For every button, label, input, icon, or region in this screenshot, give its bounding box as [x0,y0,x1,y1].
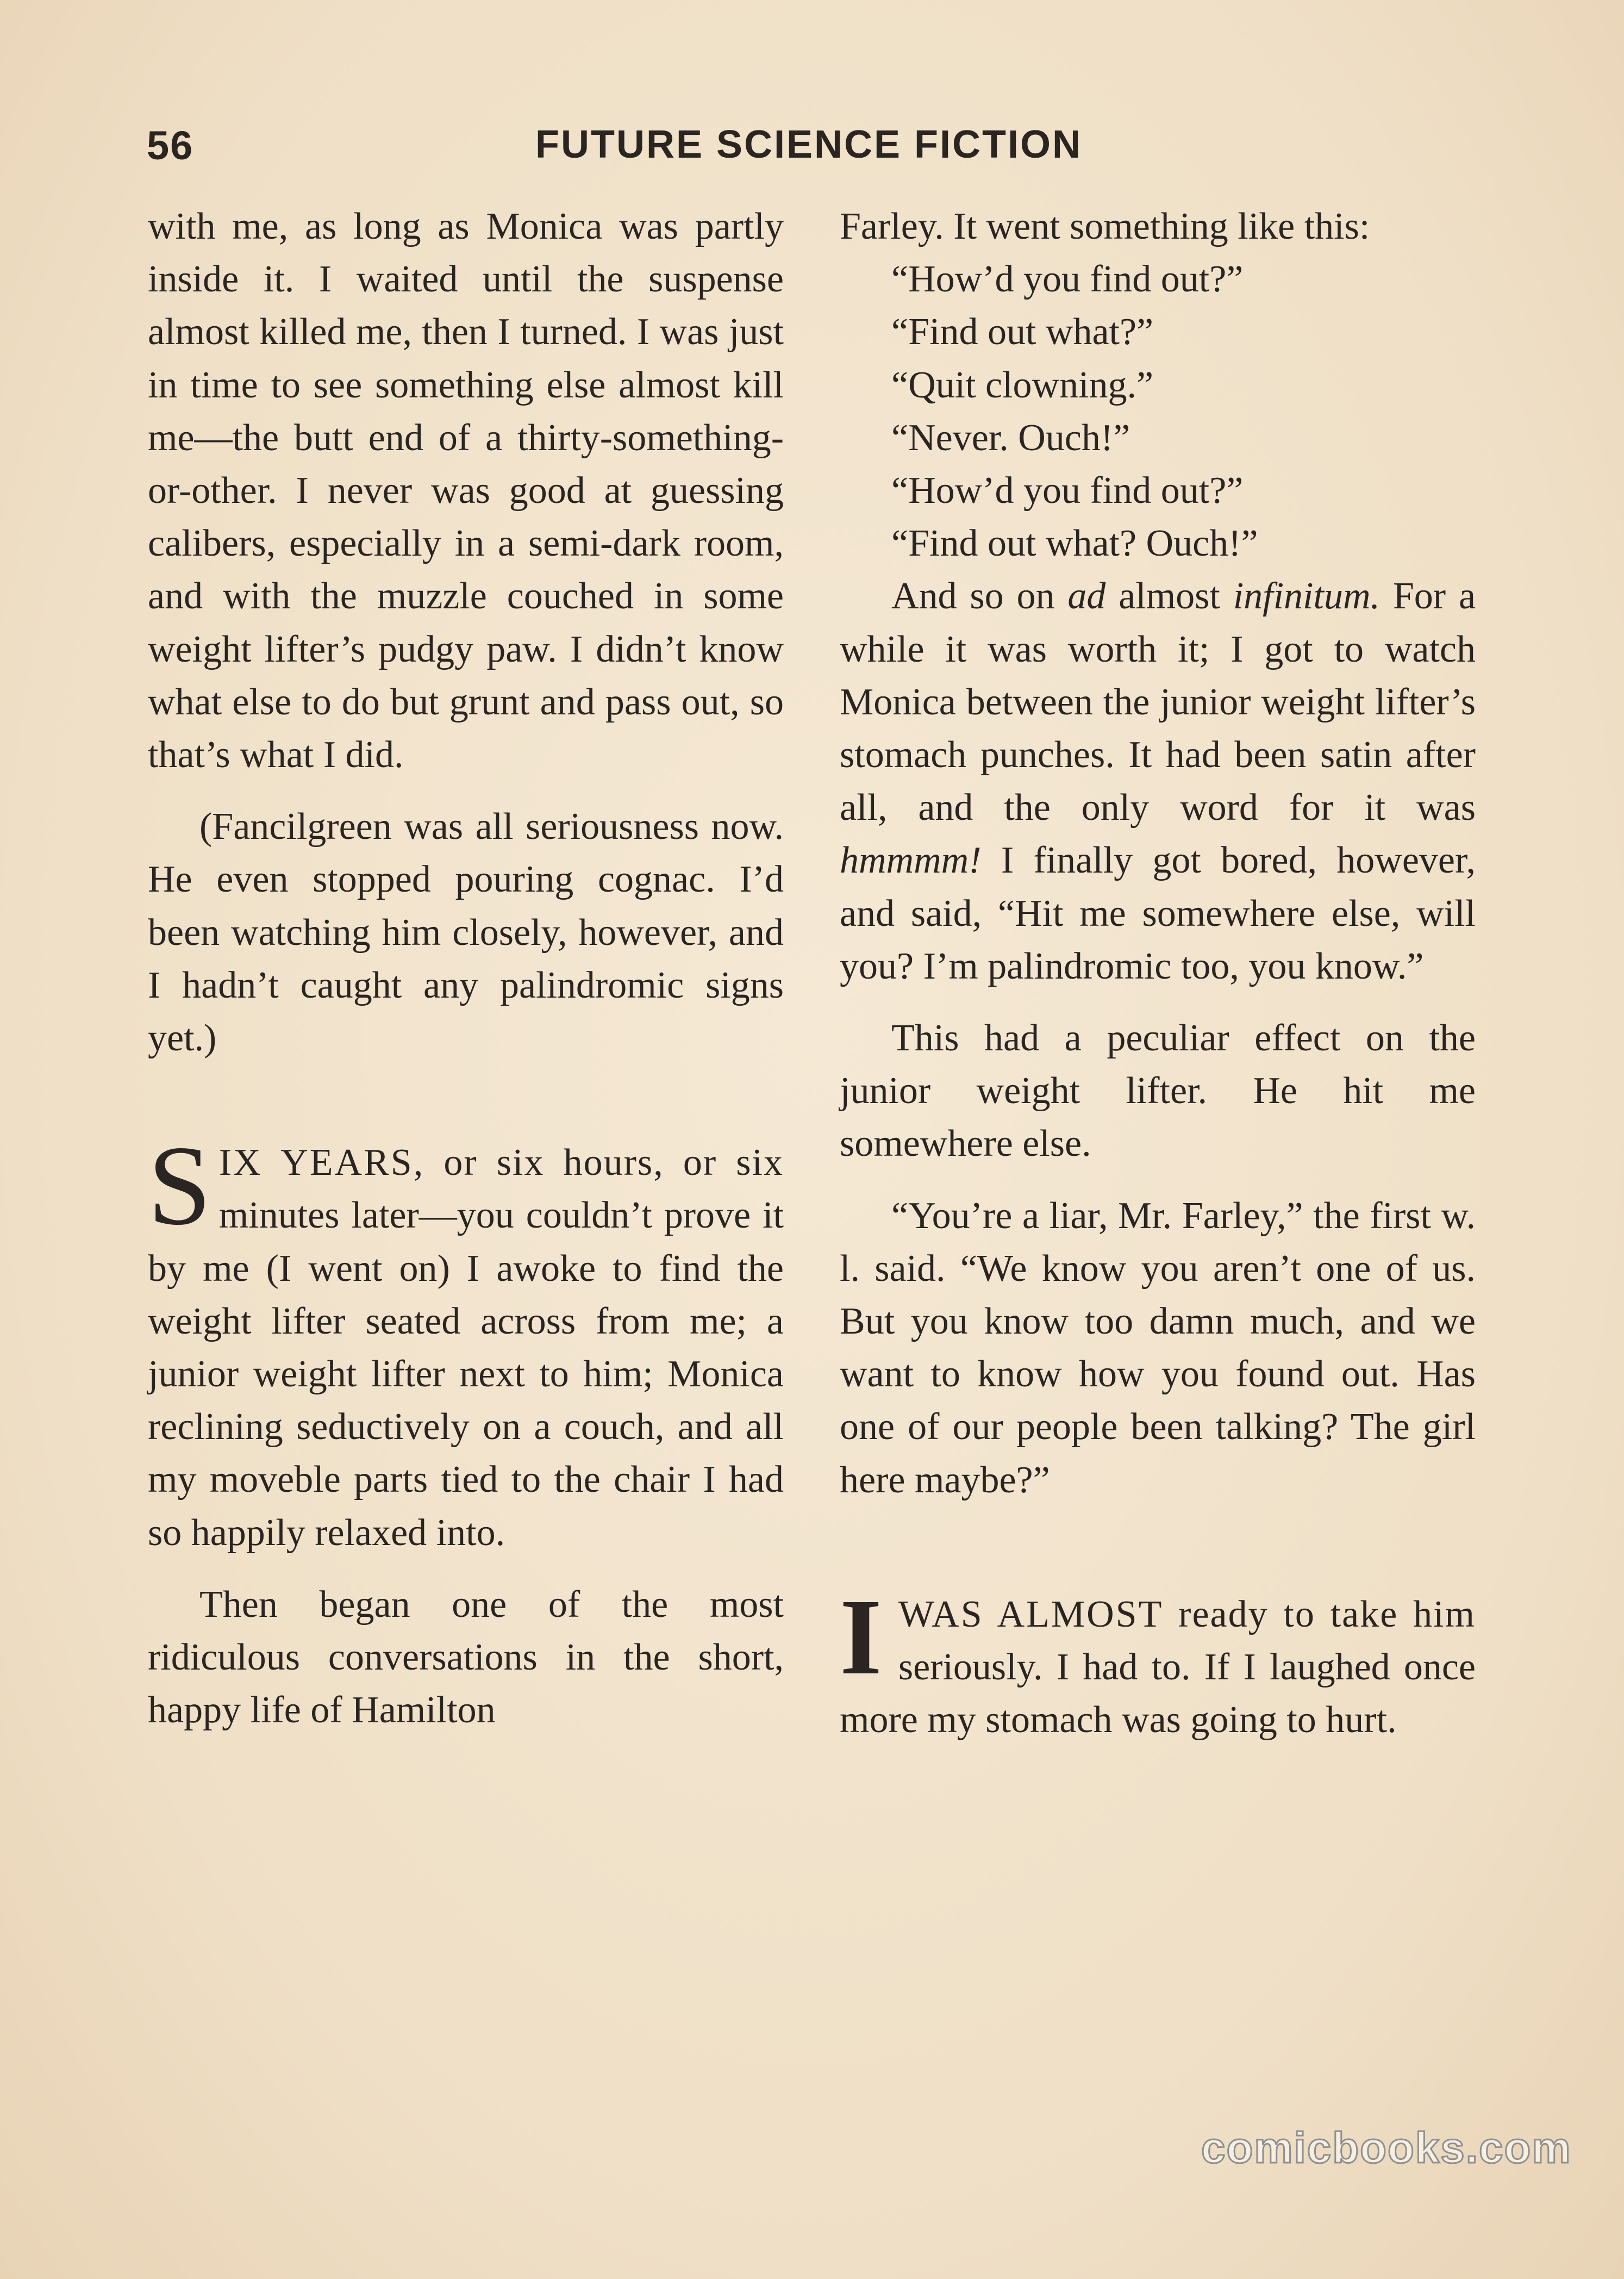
drop-cap: I [840,1577,882,1697]
paragraph: “You’re a liar, Mr. Farley,” the first w. l. said. “We know you aren’t one of us. But you know too damn much, and we want to know how you found out. Has one of our people been talking? The girl here maybe?” [840,1194,1476,1501]
page-number: 56 [147,123,194,168]
italic-text: infinitum. [1233,575,1380,618]
drop-cap: S [148,1123,211,1249]
text-run: I finally got bored, however, and said, “Hit me somewhere else, will you? I’m palindromic too, you know.” [840,839,1476,987]
lead-in-caps: IX YEARS, [218,1142,425,1184]
italic-text: hmmmm! [840,839,982,882]
running-title: FUTURE SCIENCE FICTION [535,123,1083,166]
paragraph-text: or six hours, or six minutes later—you couldn’t prove it by me (I went on) I awoke to find the weight lifter seated across from me; a junior weight lifter next to him; Monica reclining seductively on a couch, and all my moveble parts tied to the chair I had so happily relaxed into. [148,1142,784,1554]
left-column [148,200,784,1736]
paragraph: (Fancilgreen was all seriousness now. He even stopped pouring cognac. I’d been watching him closely, however, and I hadn’t caught any palindromic signs yet.) [148,806,784,1060]
dialogue-line: “How’d you find out?” [891,258,1244,301]
paragraph: Then began one of the most ridiculous conversations in the short, happy life of Hamilton [148,1583,784,1732]
text-run: For a while it was worth it; I got to watch Monica between the junior weight lifter’s stomach punches. It had been satin after all, and the only word for it was [840,575,1476,829]
text-run: almost [1105,575,1233,618]
watermark: comicbooks.com [1201,2124,1572,2172]
paragraph: with me, as long as Monica was partly inside it. I waited until the suspense almost killed me, then I turned. I was just in time to see something else almost kill me—the butt end of a thirty-something-or-other. I never was good at guessing calibers, especially in a semi-dark room, and with the muzzle couched in some weight lifter’s pudgy paw. I didn’t know what else to do but grunt and pass out, so that’s what I did. [148,206,784,776]
dialogue-line: “Quit clowning.” [891,364,1154,406]
section-opening-paragraph [840,1577,1476,1747]
dialogue-line: “Find out what? Ouch!” [891,522,1258,565]
paragraph-text: ready to take him seriously. I had to. If I laughed once more my stomach was going to hurt. [840,1593,1476,1741]
dialogue-line: “Never. Ouch!” [891,416,1130,459]
paragraph: Farley. It went something like this: [840,206,1370,247]
dialogue-line: “Find out what?” [891,311,1154,353]
right-column [840,200,1476,1746]
italic-text: ad [1067,575,1106,618]
dialogue-line: “How’d you find out?” [891,470,1244,512]
section-opening-paragraph [148,1123,784,1559]
dialogue-block [840,253,1476,570]
lead-in-caps: WAS ALMOST [898,1593,1164,1635]
page-header [147,122,1098,182]
paragraph: This had a peculiar effect on the junior weight lifter. He hit me somewhere else. [840,1017,1476,1165]
paragraph [840,570,1476,993]
text-run: And so on [891,575,1068,618]
